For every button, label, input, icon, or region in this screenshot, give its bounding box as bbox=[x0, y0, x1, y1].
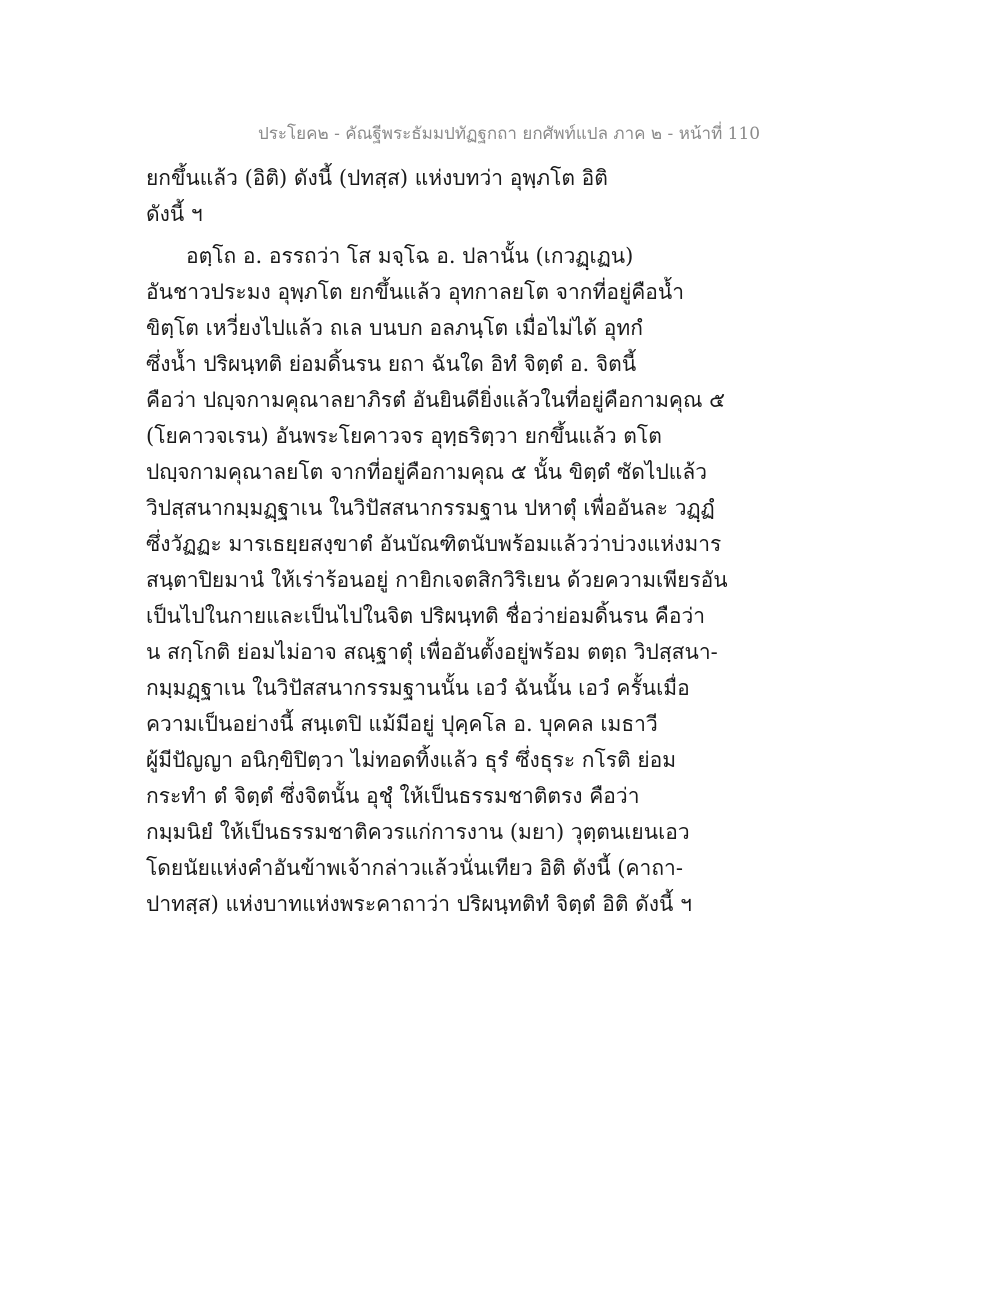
text-line: ปาทสฺส) แห่งบาทแห่งพระคาถาว่า ปริผนฺทติทํ จิตฺตํ อิติ ดังนี้ ฯ bbox=[146, 892, 692, 916]
text-line: กมฺมนิยํ ให้เป็นธรรมชาติควรแก่การงาน (มยา) วุตฺตนเยนเอว bbox=[146, 820, 690, 844]
text-line: น สกฺโกติ ย่อมไม่อาจ สณฺฐาตุํ เพื่ออันตั้งอยู่พร้อม ตตฺถ วิปสฺสนา- bbox=[146, 640, 718, 664]
text-line: สนฺตาปิยมานํ ให้เร่าร้อนอยู่ กายิกเจตสิกวิริเยน ด้วยความเพียรอัน bbox=[146, 568, 728, 592]
body-text bbox=[146, 160, 846, 922]
text-line: ปญฺจกามคุณาลยโต จากที่อยู่คือกามคุณ ๕ นั้น ขิตฺตํ ซัดไปแล้ว bbox=[146, 460, 707, 484]
text-line: ซึ่งน้ำ ปริผนฺทติ ย่อมดิ้นรน ยถา ฉันใด อิทํ จิตฺตํ อ. จิตนี้ bbox=[146, 352, 637, 376]
text-line: กระทำ ตํ จิตฺตํ ซึ่งจิตนั้น อุชุํ ให้เป็นธรรมชาติตรง คือว่า bbox=[146, 784, 640, 808]
running-header: ประโยค๒ - คัณฐีพระธัมมปทัฏฐกถา ยกศัพท์แปล ภาค ๒ - หน้าที่ 110 bbox=[258, 124, 761, 144]
text-line: ดังนี้ ฯ bbox=[146, 202, 203, 226]
text-line: อันชาวประมง อุพฺภโต ยกขึ้นแล้ว อุทกาลยโต จากที่อยู่คือน้ำ bbox=[146, 280, 685, 304]
text-line: (โยคาวจเรน) อันพระโยคาวจร อุทฺธริตฺวา ยกขึ้นแล้ว ตโต bbox=[146, 424, 662, 448]
text-line: ยกขึ้นแล้ว (อิติ) ดังนี้ (ปทสฺส) แห่งบทว่า อุพฺภโต อิติ bbox=[146, 166, 608, 190]
text-line: ความเป็นอย่างนี้ สนฺเตปิ แม้มีอยู่ ปุคฺคโล อ. บุคคล เมธาวี bbox=[146, 712, 658, 736]
text-line: วิปสฺสนากมฺมฏฺฐาเน ในวิปัสสนากรรมฐาน ปหาตุํ เพื่ออันละ วฏฺฏํ bbox=[146, 496, 715, 520]
text-line: คือว่า ปญฺจกามคุณาลยาภิรตํ อันยินดียิ่งแล้วในที่อยู่คือกามคุณ ๕ bbox=[146, 388, 726, 412]
text-line: ขิตฺโต เหวี่ยงไปแล้ว ถเล บนบก อลภนฺโต เมื่อไม่ได้ อุทกํ bbox=[146, 316, 643, 340]
text-line: โดยนัยแห่งคำอันข้าพเจ้ากล่าวแล้วนั่นเทียว อิติ ดังนี้ (คาถา- bbox=[146, 856, 683, 880]
text-line: เป็นไปในกายและเป็นไปในจิต ปริผนฺทติ ชื่อว่าย่อมดิ้นรน คือว่า bbox=[146, 604, 706, 628]
paragraph-2 bbox=[146, 238, 846, 922]
text-line: ผู้มีปัญญา อนิกฺขิปิตฺวา ไม่ทอดทิ้งแล้ว ธุรํ ซึ่งธุระ กโรติ ย่อม bbox=[146, 748, 677, 772]
paragraph-1 bbox=[146, 160, 846, 232]
text-line: กมฺมฏฺฐาเน ในวิปัสสนากรรมฐานนั้น เอวํ ฉันนั้น เอวํ ครั้นเมื่อ bbox=[146, 676, 690, 700]
text-line: อตฺโถ อ. อรรถว่า โส มจฺโฉ อ. ปลานั้น (เกวฏฺเฏน) bbox=[186, 244, 634, 268]
text-line: ซึ่งวัฏฏะ มารเธยฺยสงฺขาตํ อันบัณฑิตนับพร้อมแล้วว่าบ่วงแห่งมาร bbox=[146, 532, 722, 556]
